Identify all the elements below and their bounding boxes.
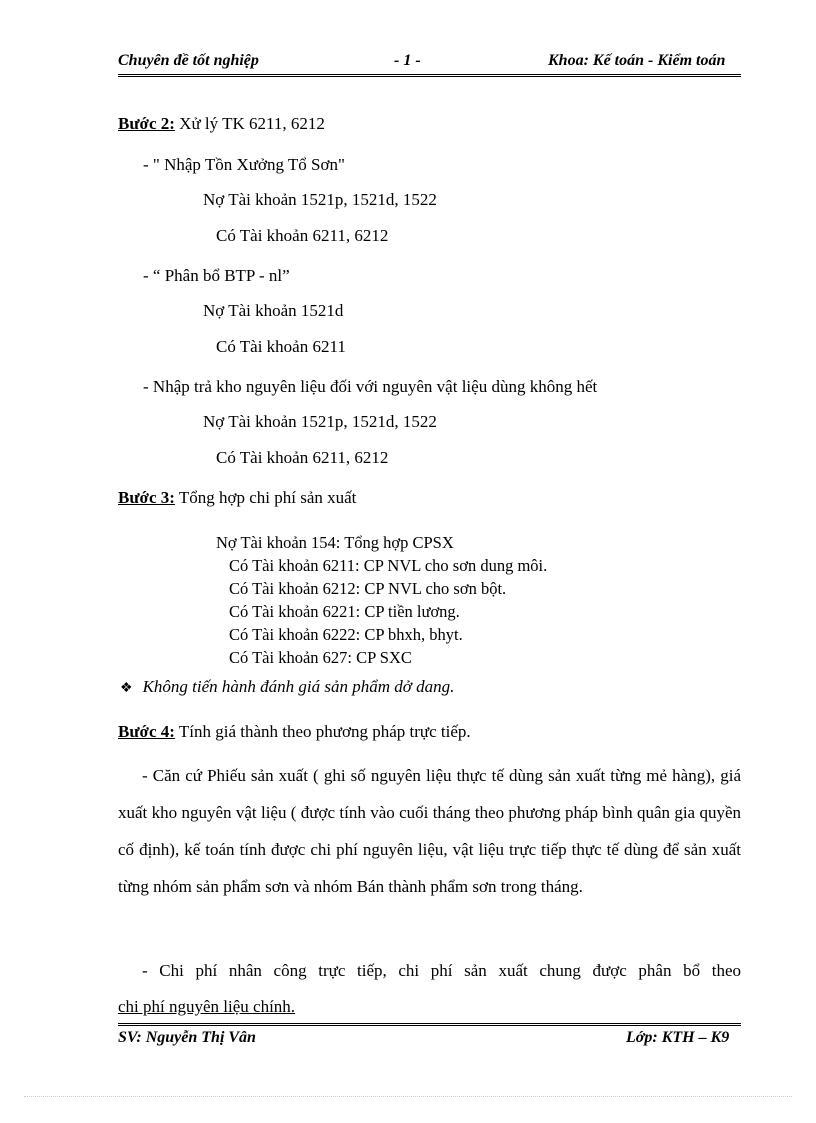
step2-item1-credit: Có Tài khoản 6211, 6212	[216, 226, 389, 245]
step4-paragraph-2-tail: chi phí nguyên liệu chính.	[118, 997, 296, 1016]
step3-credit-6212: Có Tài khoản 6212: CP NVL cho sơn bột.	[229, 579, 507, 598]
step2-item3-title: - Nhập trả kho nguyên liệu đối với nguyên vật liệu dùng không hết	[143, 377, 598, 396]
page-bottom-dotted-border	[24, 1096, 792, 1097]
header-left: Chuyên đề tốt nghiệp	[118, 52, 259, 69]
footer-right: Lớp: KTH – K9	[626, 1029, 730, 1046]
step2-item1-title: - " Nhập Tồn Xưởng Tổ Sơn"	[143, 155, 345, 174]
step2-item2-credit: Có Tài khoản 6211	[216, 337, 346, 356]
step3-credit-6211: Có Tài khoản 6211: CP NVL cho sơn dung môi.	[229, 556, 548, 575]
footer-left: SV: Nguyễn Thị Vân	[118, 1029, 256, 1046]
step3-credit-627: Có Tài khoản 627: CP SXC	[229, 648, 412, 667]
step2-heading	[118, 114, 325, 134]
step4-heading	[118, 722, 471, 742]
step4-paragraph-2: - Chi phí nhân công trực tiếp, chi phí sản xuất chung được phân bổ theo	[142, 961, 741, 980]
step2-item2-title: - “ Phân bổ BTP - nl”	[143, 266, 290, 285]
step3-heading	[118, 488, 356, 508]
header-right: Khoa: Kế toán - Kiểm toán	[548, 52, 726, 69]
footer-rule	[118, 1023, 741, 1026]
step3-credit-6221: Có Tài khoản 6221: CP tiền lương.	[229, 602, 460, 621]
step2-item3-credit: Có Tài khoản 6211, 6212	[216, 448, 389, 467]
step3-debit: Nợ Tài khoản 154: Tổng hợp CPSX	[216, 533, 454, 552]
step2-item2-debit: Nợ Tài khoản 1521d	[203, 301, 344, 320]
header-page-number: - 1 -	[394, 52, 421, 69]
note-line	[120, 677, 454, 697]
step2-item1-debit: Nợ Tài khoản 1521p, 1521d, 1522	[203, 190, 437, 209]
header-rule	[118, 74, 741, 77]
step3-label: Bước 3:	[118, 488, 175, 507]
diamond-bullet-icon: ❖	[120, 681, 133, 696]
step2-title: Xử lý TK 6211, 6212	[174, 114, 325, 133]
step4-label: Bước 4:	[118, 722, 175, 741]
step3-title: Tổng hợp chi phí sản xuất	[174, 488, 357, 507]
step4-title: Tính giá thành theo phương pháp trực tiếp.	[174, 722, 471, 741]
step4-paragraph-1: - Căn cứ Phiếu sản xuất ( ghi số nguyên liệu thực tế dùng sản xuất từng mẻ hàng), giá xuất kho nguyên vật liệu ( được tính vào cuối tháng theo phương pháp bình quân gia quyền cố định), kế toán tính được chi phí nguyên liệu, vật liệu trực tiếp thực tế dùng để sản xuất từng nhóm sản phẩm sơn và nhóm Bán thành phẩm sơn trong tháng.	[118, 766, 741, 896]
step3-credit-6222: Có Tài khoản 6222: CP bhxh, bhyt.	[229, 625, 463, 644]
step2-item3-debit: Nợ Tài khoản 1521p, 1521d, 1522	[203, 412, 437, 431]
step2-label: Bước 2:	[118, 114, 175, 133]
note-text: Không tiến hành đánh giá sản phẩm dở dang.	[142, 677, 455, 696]
